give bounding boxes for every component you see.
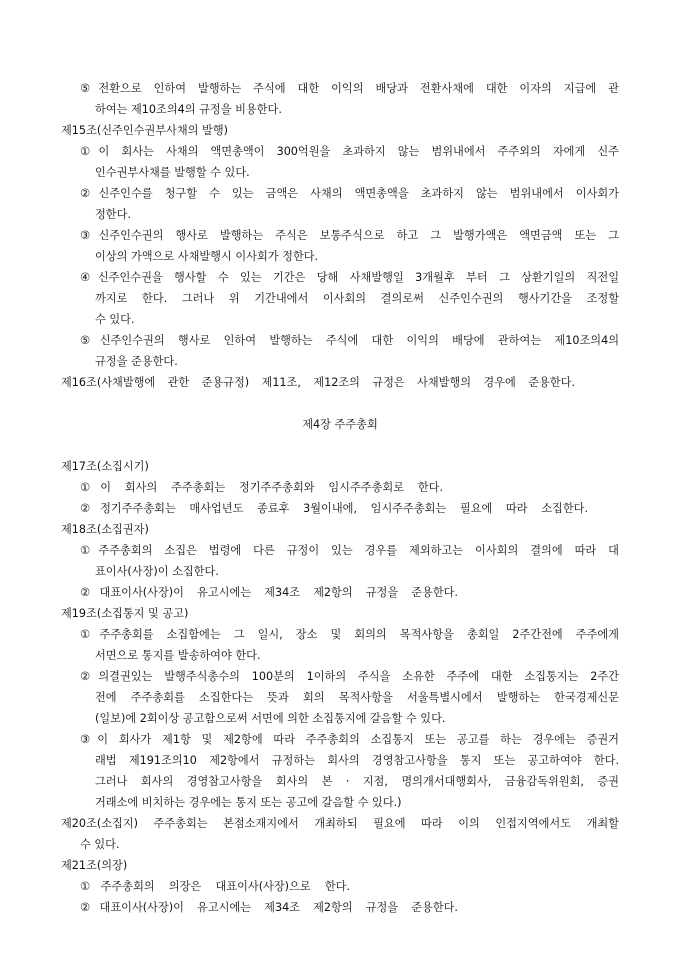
art15-para4-line1: ④신주인수권을 행사할 수 있는 기간은 당해 사채발행일 3개월후 부터 그 상환기일의 직전일 bbox=[80, 271, 619, 284]
art17-para1: ①이 회사의 주주총회는 정기주주총회와 임시주주총회로 한다. bbox=[80, 481, 443, 494]
art15-para5-line2: 규정을 준용한다. bbox=[95, 355, 178, 368]
art15-para4-line3: 수 있다. bbox=[95, 313, 135, 326]
art19-para2-line3: (일보)에 2회이상 공고함으로써 서면에 의한 소집통지에 갈음할 수 있다. bbox=[95, 712, 446, 725]
art15-para1-line1: ①이 회사는 사채의 액면총액이 300억원을 초과하지 않는 범위내에서 주주외의 자에게 신주 bbox=[80, 145, 619, 158]
art19-para2-line2: 전에 주주총회를 소집한다는 뜻과 회의 목적사항을 서울특별시에서 발행하는 한국경제신문 bbox=[95, 691, 619, 704]
chapter-4-title: 제4장 주주총회 bbox=[302, 418, 378, 431]
art15-para3-line2: 이상의 가액으로 사채발행시 이사회가 정한다. bbox=[95, 250, 319, 263]
art19-para1-line2: 서면으로 통지를 발송하여야 한다. bbox=[95, 649, 261, 662]
art15-para1-line2: 인수권부사채를 발행할 수 있다. bbox=[95, 166, 250, 179]
art20-line1: 제20조(소집지) 주주총회는 본점소재지에서 개최하되 필요에 따라 이의 인접지역에서도 개최할 bbox=[61, 817, 619, 830]
art21-para1: ①주주총회의 의장은 대표이사(사장)으로 한다. bbox=[80, 880, 350, 893]
art19-para3-line4: 거래소에 비치하는 경우에는 통지 또는 공고에 갈음할 수 있다.) bbox=[95, 796, 402, 809]
art15-heading: 제15조(신주인수권부사채의 발행) bbox=[61, 124, 229, 137]
art19-para3-line2: 래법 제191조의10 제2항에서 규정하는 회사의 경영참고사항을 통지 또는 공고하여야 한다. bbox=[95, 754, 619, 767]
art19-para3-line1: ③이 회사가 제1항 및 제2항에 따라 주주총회의 소집통지 또는 공고를 하는 경우에는 증권거 bbox=[80, 733, 619, 746]
art15-para2-line2: 정한다. bbox=[95, 208, 131, 221]
art15-para5-line1: ⑤신주인수권의 행사로 인하여 발행하는 주식에 대한 이익의 배당에 관하여는 제10조의4의 bbox=[80, 334, 619, 347]
art17-para2: ②정기주주총회는 매사업년도 종료후 3월이내에, 임시주주총회는 필요에 따라 소집한다. bbox=[80, 502, 588, 515]
art14-para5-line1: ⑤전환으로 인하여 발행하는 주식에 대한 이익의 배당과 전환사채에 대한 이자의 지급에 관 bbox=[80, 82, 619, 95]
art21-para2: ②대표이사(사장)이 유고시에는 제34조 제2항의 규정을 준용한다. bbox=[80, 901, 458, 914]
art19-heading: 제19조(소집통지 및 공고) bbox=[61, 607, 189, 620]
art17-heading: 제17조(소집시기) bbox=[61, 460, 149, 473]
art19-para3-line3: 그러나 회사의 경영참고사항을 회사의 본 · 지점, 명의개서대행회사, 금융감독위원회, 증권 bbox=[95, 775, 619, 788]
art19-para1-line1: ①주주총회를 소집함에는 그 일시, 장소 및 회의의 목적사항을 총회일 2주간전에 주주에게 bbox=[80, 628, 619, 641]
art21-heading: 제21조(의장) bbox=[61, 859, 128, 872]
art14-para5-line2: 하여는 제10조의4의 규정을 비용한다. bbox=[95, 103, 282, 116]
art20-line2: 수 있다. bbox=[80, 838, 120, 851]
art15-para3-line1: ③신주인수권의 행사로 발행하는 주식은 보통주식으로 하고 그 발행가액은 액면금액 또는 그 bbox=[80, 229, 619, 242]
art18-para1-line2: 표이사(사장)이 소집한다. bbox=[95, 565, 219, 578]
art18-heading: 제18조(소집권자) bbox=[61, 523, 149, 536]
art15-para4-line2: 까지로 한다. 그러나 위 기간내에서 이사회의 결의로써 신주인수권의 행사기간을 조정할 bbox=[95, 292, 619, 305]
art19-para2-line1: ②의결권있는 발행주식총수의 100분의 1이하의 주식을 소유한 주주에 대한 소집통지는 2주간 bbox=[80, 670, 619, 683]
art18-para1-line1: ①주주총회의 소집은 법령에 다른 규정이 있는 경우를 제외하고는 이사회의 결의에 따라 대 bbox=[80, 544, 619, 557]
art15-para2-line1: ②신주인수를 청구할 수 있는 금액은 사채의 액면총액을 초과하지 않는 범위내에서 이사회가 bbox=[80, 187, 619, 200]
art18-para2: ②대표이사(사장)이 유고시에는 제34조 제2항의 규정을 준용한다. bbox=[80, 586, 458, 599]
art16-text: 제16조(사채발행에 관한 준용규정) 제11조, 제12조의 규정은 사채발행의 경우에 준용한다. bbox=[61, 376, 575, 389]
